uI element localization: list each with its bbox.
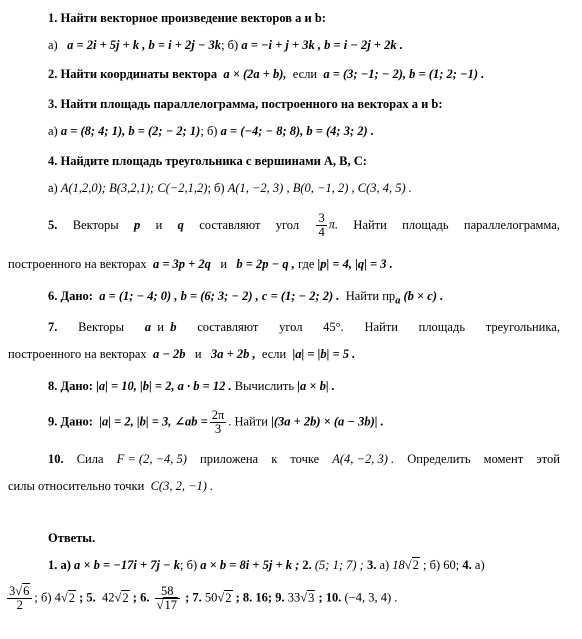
answers-title: Ответы.: [48, 531, 96, 545]
answers-line-1: 1. а) a × b = −17i + 7j − k; б) a × b = 8i + 5j + k ; 2. (5; 1; 7) ; 3. а) 18√2 ; б) 60; 4. а): [48, 558, 485, 572]
problem-5-line-1: 5. Векторы p и q составляют угол $\frac{3}{4}$ π. Найти площадь параллелограмма,: [48, 211, 560, 240]
answers-line-2: $\frac{3√6}{2}$ ; б) 4√2 ; 5. 42√2 ; 6. $\frac{58}{√17}$ ; 7. 50√2 ; 8. 16; 9. 33√3 ; 10. (−4, 3, 4) .: [9, 584, 398, 613]
angle-fraction: $\frac{2\pi}{3}$: [211, 408, 225, 437]
answer-6-fraction: $\frac{58}{√17}$: [155, 585, 180, 612]
answer-4a-fraction: $\frac{3√6}{2}$: [7, 585, 32, 612]
problem-3-parts: а) a = (8; 4; 1), b = (2; − 2; 1); б) a = (−4; − 8; 8), b = (4; 3; 2) .: [48, 124, 374, 138]
problem-4-parts: а) A(1,2,0); B(3,2,1); C(−2,1,2); б) A(1, −2, 3) , B(0, −1, 2) , C(3, 4, 5) .: [48, 181, 412, 195]
problem-2: 2. Найти координаты вектора a × (2a + b), если a = (3; −1; − 2), b = (1; 2; −1) .: [48, 67, 485, 81]
problem-1-parts: а) a = 2i + 5j + k , b = i + 2j − 3k; б) a = −i + j + 3k , b = i − 2j + 2k .: [48, 38, 403, 52]
problem-5-line-2: построенного на векторах a = 3p + 2q и b = 2p − q , где |p| = 4, |q| = 3 .: [8, 257, 393, 271]
problem-10-line-2: силы относительно точки C(3, 2, −1) .: [8, 479, 214, 493]
problem-4-title: 4. Найдите площадь треугольника с вершинами A, B, C:: [48, 154, 367, 168]
problem-3-title: 3. Найти площадь параллелограмма, построенного на векторах a и b:: [48, 97, 443, 111]
angle-fraction: $\frac{3}{4}$: [318, 211, 325, 240]
problem-10-line-1: 10. Сила F = (2, −4, 5) приложена к точке A(4, −2, 3) . Определить момент этой: [48, 452, 560, 466]
problem-6: 6. Дано: a = (1; − 4; 0) , b = (6; 3; − 2) , c = (1; − 2; 2) . Найти $пр_a$ (b × c) .: [48, 289, 444, 307]
problem-8: 8. Дано: |a| = 10, |b| = 2, a · b = 12 . Вычислить |a × b| .: [48, 379, 335, 393]
problem-7-line-1: 7. Векторы a и b составляют угол 45°. Найти площадь треугольника,: [48, 320, 560, 334]
problem-7-line-2: построенного на векторах a − 2b и 3a + 2b , если |a| = |b| = 5 .: [8, 347, 356, 361]
problem-1-title: 1. Найти векторное произведение векторов a и b:: [48, 11, 326, 25]
problem-9: 9. Дано: |a| = 2, |b| = 3, ∠ab = $\frac{2\pi}{3}$ . Найти |(3a + 2b) × (a − 3b)| .: [48, 408, 384, 437]
